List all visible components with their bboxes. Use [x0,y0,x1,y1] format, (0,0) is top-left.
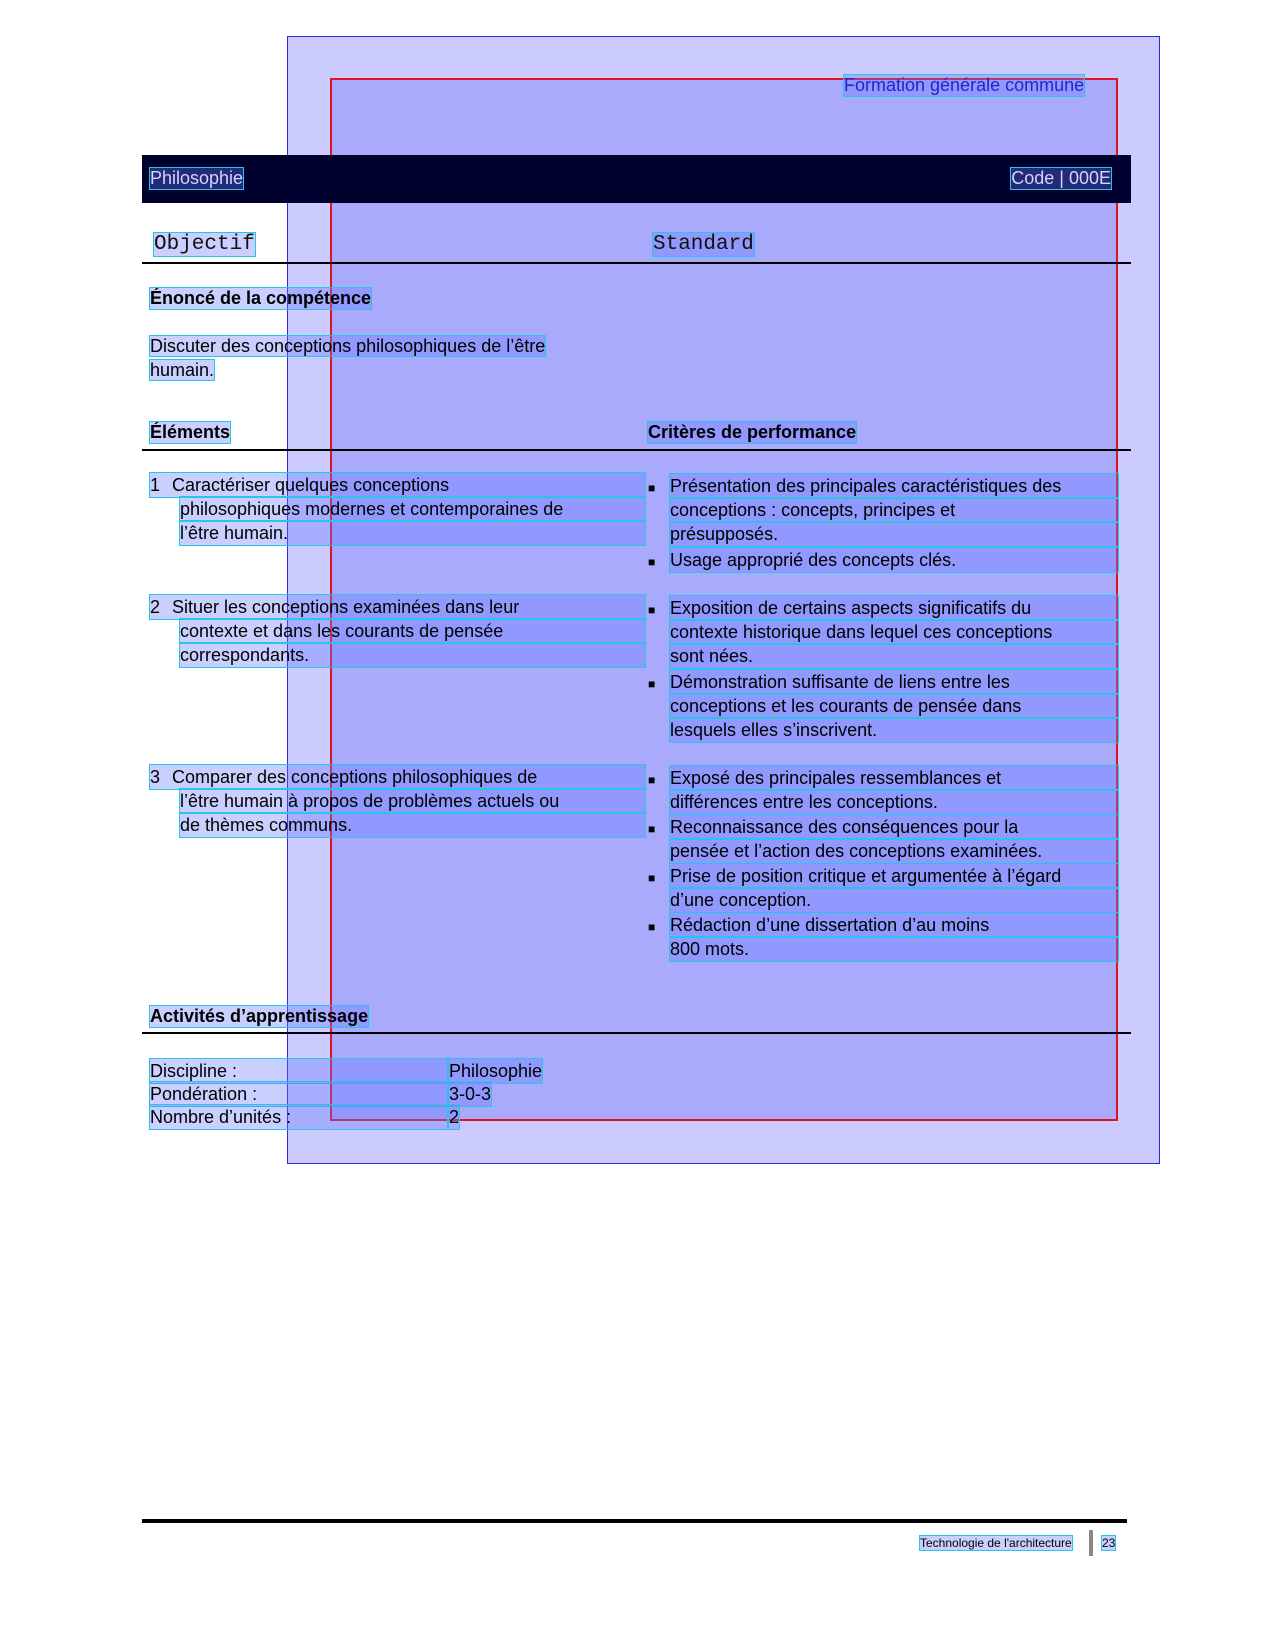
bullet-icon: ■ [648,822,656,836]
bullet-icon: ■ [648,773,656,787]
element-number: 2 [150,597,161,617]
element-item: 1 Caractériser quelques conceptions philosophiques modernes et contemporaines de l’être humain. [150,473,645,545]
criterion-item: ■ Exposition de certains aspects significatifs du contexte historique dans lequel ces conceptions sont nées. [648,596,1118,668]
discipline-value: Philosophie [449,1061,543,1081]
element-number: 3 [150,767,161,787]
element-number: 1 [150,475,161,495]
bullet-icon: ■ [648,603,656,617]
column-standard: Standard [653,233,754,256]
criterion-item: ■ Démonstration suffisante de liens entre les conceptions et les courants de pensée dans lesquels elles s’inscrivent. [648,670,1118,742]
divider [142,262,1131,264]
element-item: 3 Comparer des conceptions philosophiques de l’être humain à propos de problèmes actuels ou de thèmes communs. [150,765,645,837]
discipline-label: Discipline : [150,1059,447,1083]
bullet-icon: ■ [648,555,656,569]
competence-text [150,334,545,382]
criterion-item: ■ Prise de position critique et argumentée à l’égard d’une conception. [648,864,1118,912]
element-item: 2 Situer les conceptions examinées dans leur contexte et dans les courants de pensée correspondants. [150,595,645,667]
footer-program: Technologie de l'architecture [920,1536,1072,1550]
criterion-item: ■ Usage approprié des concepts clés. [648,548,1118,572]
divider [142,449,1131,451]
criteria-heading: Critères de performance [648,422,857,442]
footer-divider [1089,1530,1093,1556]
bullet-icon: ■ [648,481,656,495]
subject-band [142,155,1131,203]
course-code: Code | 000E [1011,168,1111,188]
competence-line: Discuter des conceptions philosophiques de l’être [150,336,546,356]
header-program-label: Formation générale commune [844,75,1085,95]
ponderation-value: 3-0-3 [449,1084,492,1104]
elements-heading: Éléments [150,422,231,442]
activities-heading: Activités d’apprentissage [150,1006,369,1026]
bullet-icon: ■ [648,677,656,691]
subject-title: Philosophie [150,168,244,188]
units-label: Nombre d’unités : [150,1105,447,1129]
criterion-item: ■ Reconnaissance des conséquences pour la pensée et l’action des conceptions examinées. [648,815,1118,863]
divider [142,1032,1131,1034]
units-value: 2 [449,1107,460,1127]
ponderation-label: Pondération : [150,1082,447,1106]
column-objectif: Objectif [154,233,255,256]
competence-line: humain. [150,360,215,380]
criterion-item: ■ Exposé des principales ressemblances et différences entre les conceptions. [648,766,1118,814]
bullet-icon: ■ [648,920,656,934]
criterion-item: ■ Présentation des principales caractéristiques des conceptions : concepts, principes et présupposés. [648,474,1118,546]
footer-rule [142,1519,1127,1523]
criterion-item: ■ Rédaction d’une dissertation d’au moins 800 mots. [648,913,1118,961]
page-number: 23 [1102,1536,1116,1550]
competence-heading: Énoncé de la compétence [150,288,372,308]
bullet-icon: ■ [648,871,656,885]
